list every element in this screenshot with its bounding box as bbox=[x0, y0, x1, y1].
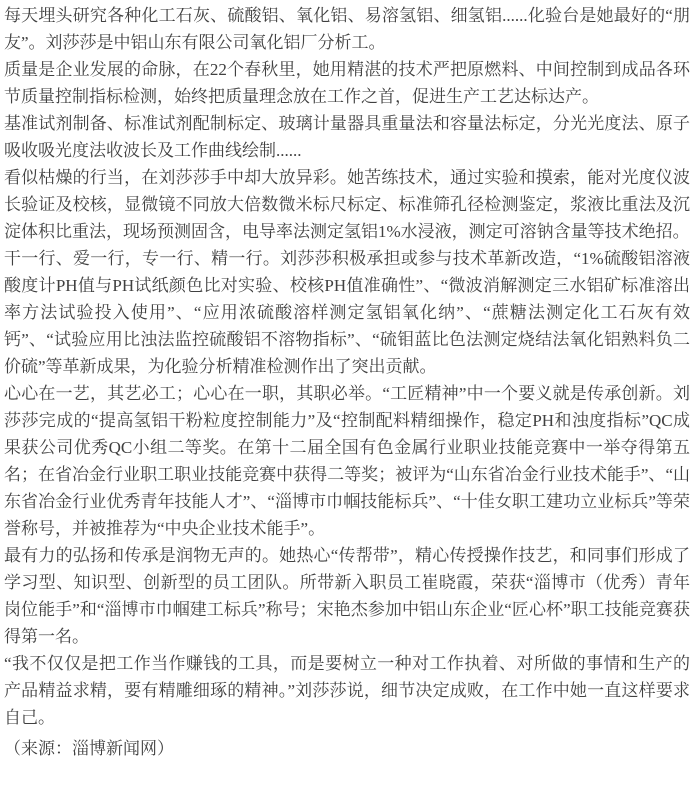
paragraph-quality: 质量是企业发展的命脉，在22个春秋里，她用精湛的技术严把原燃料、中间控制到成品各环节质量控制指标检测，始终把质量理念放在工作之首，促进生产工艺达标达产。 bbox=[4, 60, 690, 106]
paragraph-innovations: 干一行、爱一行，专一行、精一行。刘莎莎积极承担或参与技术革新改造，“1%硫酸铝溶液酸度计PH值与PH试纸颜色比对实验、校核PH值准确性”、“微波消解测定三水铝矿标准溶出率方法试验投入使用”、“应用浓硫酸溶样测定氢铝氧化纳”、“蔗糖法测定化工石灰有效钙”、“试验应用比浊法监控硫酸铝不溶物指标”、“硫钼蓝比色法测定烧结法氧化铝熟料负二价硫”等革新成果，为化验分析精准检测作出了突出贡献。 bbox=[4, 249, 690, 376]
paragraph-methods: 基准试剂制备、标准试剂配制标定、玻璃计量器具重量法和容量法标定，分光光度法、原子吸收吸光度法收波长及工作曲线绘制...... bbox=[4, 114, 690, 160]
paragraph-intro: 每天埋头研究各种化工石灰、硫酸铝、氧化铝、易溶氢铝、细氢铝......化验台是她最好的“朋友”。刘莎莎是中铝山东有限公司氧化铝厂分析工。 bbox=[4, 6, 690, 52]
paragraph-quote: “我不仅仅是把工作当作赚钱的工具，而是要树立一种对工作执着、对所做的事情和生产的产品精益求精，要有精雕细琢的精神。”刘莎莎说，细节决定成败，在工作中她一直这样要求自己。 bbox=[4, 654, 690, 727]
paragraph-awards: 心心在一艺，其艺必工；心心在一职，其职必举。“工匠精神”中一个要义就是传承创新。刘莎莎完成的“提高氢铝干粉粒度控制能力”及“控制配料精细操作，稳定PH和浊度指标”QC成果获公司优秀QC小组二等奖。在第十二届全国有色金属行业职业技能竞赛中一举夺得第五名；在省冶金行业职工职业技能竞赛中获得二等奖；被评为“山东省冶金行业技术能手”、“山东省冶金行业优秀青年技能人才”、“淄博市巾帼技能标兵”、“十佳女职工建功立业标兵”等荣誉称号，并被推荐为“中央企业技术能手”。 bbox=[4, 384, 690, 538]
paragraph-mentoring: 最有力的弘扬和传承是润物无声的。她热心“传帮带”，精心传授操作技艺，和同事们形成了学习型、知识型、创新型的员工团队。所带新入职员工崔晓霞，荣获“淄博市（优秀）青年岗位能手”和“淄博市巾帼建工标兵”称号；宋艳杰参加中铝山东企业“匠心杯”职工技能竞赛获得第一名。 bbox=[4, 546, 690, 646]
paragraph-skills: 看似枯燥的行当，在刘莎莎手中却大放异彩。她苦练技术，通过实验和摸索，能对光度仪波长验证及校核，显微镜不同放大倍数微米标尺标定、标准筛孔径检测鉴定，浆液比重法及沉淀体积比重法，现场预测固含，电导率法测定氢铝1%水浸液，测定可溶钠含量等技术绝招。 bbox=[4, 168, 690, 241]
source-note: （来源：淄博新闻网） bbox=[4, 739, 174, 758]
